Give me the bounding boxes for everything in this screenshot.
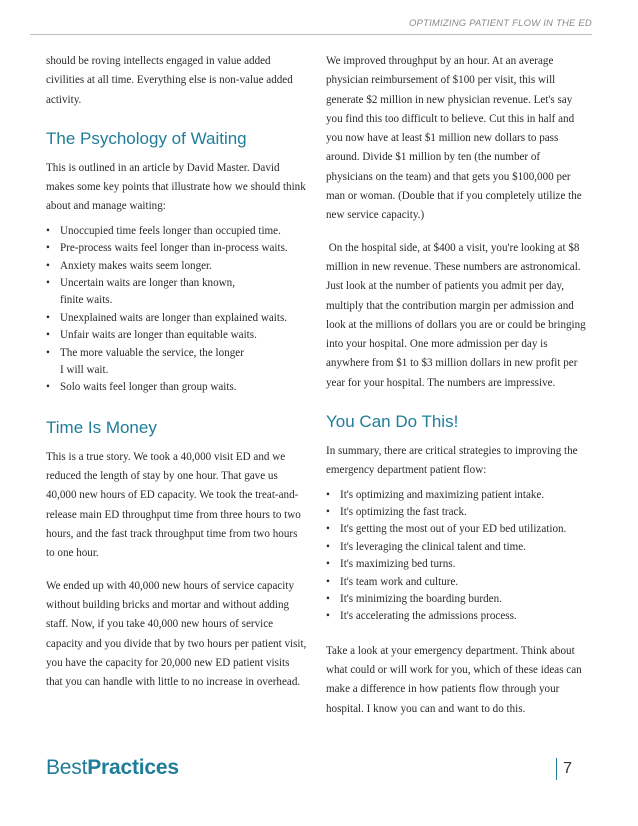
list-item: • It's leveraging the clinical talent and time. bbox=[326, 539, 588, 556]
brand-light-text: Best bbox=[46, 756, 88, 779]
section-heading-you-can-do-this: You Can Do This! bbox=[326, 412, 459, 432]
list-item: • It's getting the most out of your ED bed utilization. bbox=[326, 521, 588, 538]
section-heading-time-is-money: Time Is Money bbox=[46, 417, 157, 437]
page-number-block bbox=[556, 758, 572, 780]
psychology-intro: This is outlined in an article by David Master. David makes some key points that illustrate how we should think about and manage waiting: bbox=[46, 161, 306, 213]
running-header: OPTIMIZING PATIENT FLOW IN THE ED bbox=[408, 18, 592, 29]
revenue-paragraph-1: We improved throughput by an hour. At an average physician reimbursement of $100 per visit, this will generate $2 million in new physician revenue. Let's say you find this too difficult to believe. Cut this in half and you now have at least $1 million new dollars to pass around. Divide $1 million by ten (the number of physicians on the team) and that gets you $100,000 per man or woman. (Double that if you completely utilize the new service capacity.) bbox=[326, 55, 582, 222]
closing-paragraph: Take a look at your emergency department. Think about what could or will work for you, which of these ideas can make a difference in how patients flow through your hospital. I know you can and want to do this. bbox=[326, 644, 582, 715]
list-item: • It's team work and culture. bbox=[326, 574, 588, 591]
waiting-principles-list bbox=[46, 223, 308, 397]
page-number-divider bbox=[556, 758, 557, 780]
list-item: • The more valuable the service, the longer I will wait. bbox=[46, 345, 308, 380]
right-column bbox=[326, 52, 588, 732]
section-heading-psychology: The Psychology of Waiting bbox=[46, 128, 247, 148]
time-money-paragraph-2: We ended up with 40,000 new hours of service capacity without building bricks and mortar and without adding staff. Now, if you take 40,000 new hours of service capacity and you divide that by two hours per patient visit, you have the capacity for 20,000 new ED patient visits that you can handle with little to no increase in overhead. bbox=[46, 579, 307, 689]
strategies-list bbox=[326, 487, 588, 626]
list-item: • Unfair waits are longer than equitable waits. bbox=[46, 327, 308, 344]
list-item: • It's optimizing and maximizing patient intake. bbox=[326, 487, 588, 504]
list-item: • Pre-process waits feel longer than in-process waits. bbox=[46, 240, 308, 257]
page-number: 7 bbox=[563, 760, 572, 777]
list-item: • Uncertain waits are longer than known, finite waits. bbox=[46, 275, 308, 310]
left-column bbox=[46, 52, 308, 705]
header-rule bbox=[30, 34, 592, 35]
list-item: • Unoccupied time feels longer than occupied time. bbox=[46, 223, 308, 240]
brand-logo bbox=[46, 756, 179, 780]
list-item: • Anxiety makes waits seem longer. bbox=[46, 258, 308, 275]
list-item: • It's optimizing the fast track. bbox=[326, 504, 588, 521]
list-item: • It's minimizing the boarding burden. bbox=[326, 591, 588, 608]
list-item: • It's accelerating the admissions process. bbox=[326, 608, 588, 625]
brand-bold-text: Practices bbox=[87, 756, 179, 779]
summary-intro: In summary, there are critical strategies to improving the emergency department patient flow: bbox=[326, 445, 578, 477]
list-item: • Unexplained waits are longer than explained waits. bbox=[46, 310, 308, 327]
list-item: • It's maximizing bed turns. bbox=[326, 556, 588, 573]
revenue-paragraph-2: On the hospital side, at $400 a visit, you're looking at $8 million in new revenue. These numbers are astronomical. Just look at the number of patients you admit per day, multiply that the contribution margin per admission and look at the millions of dollars you are or could be bringing into your hospital. One more admission per day is anywhere from $1 to $3 million dollars in new profit per year for your hospital. The numbers are impressive. bbox=[326, 241, 589, 389]
intro-paragraph: should be roving intellects engaged in value added civilities at all time. Everything else is non-value added activity. bbox=[46, 55, 293, 106]
list-item: • Solo waits feel longer than group waits. bbox=[46, 379, 308, 396]
time-money-paragraph-1: This is a true story. We took a 40,000 visit ED and we reduced the length of stay by one hour. That gave us 40,000 new hours of ED capacity. We took the treat-and-release main ED throughput time from three hours to two hours, and the fast track throughput time from two hours to one hour. bbox=[46, 450, 301, 560]
